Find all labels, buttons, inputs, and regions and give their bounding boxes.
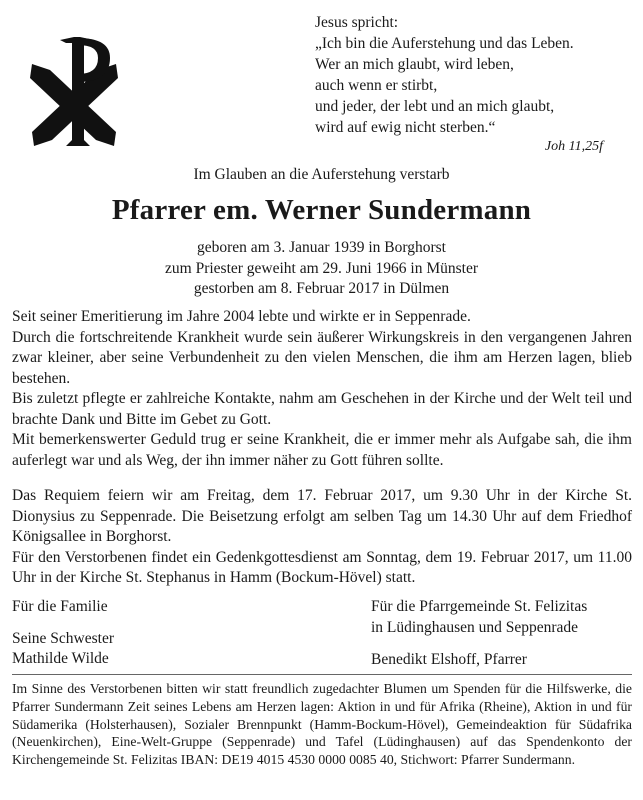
requiem-paragraph: Das Requiem feiern wir am Freitag, dem 17. Februar 2017, um 9.30 Uhr in der Kirche St. Dionysius zu Seppenrade. Die Beisetzung erfolgt am selben Tag um 14.30 Uhr auf dem Friedhof Königsallee in Borghorst. (12, 487, 632, 545)
verse-line: Jesus spricht: (315, 14, 399, 31)
donation-note: Im Sinne des Verstorbenen bitten wir statt freundlich zugedachter Blumen um Spenden für die Hilfswerke, die Pfarrer Sundermann Zeit seines Lebens am Herzen lagen: Aktion in und für Afrika (Rheine), Aktion in und für Südamerika (Holsterhausen), Sozialer Brennpunkt (Hamm-Bockum-Hövel), Gemeindeaktion für Südafrika (Neuenkirchen), Eine-Welt-Gruppe (Seppenrade) und Tafel (Lüdinghausen) auf das Spendenkonto der Kirchengemeinde St. Felizitas IBAN: DE19 4015 4530 0000 0085 40, Stichwort: Pfarrer Sundermann. (12, 681, 632, 768)
memorial-paragraph: Für den Verstorbenen findet ein Gedenkgottesdienst am Sonntag, dem 19. Februar 2017, um 11.00 Uhr in der Kirche St. Stephanus in Hamm (Bockum-Hövel) statt. (12, 548, 632, 586)
intro-line: Im Glauben an die Auferstehung verstarb (193, 166, 450, 183)
life-paragraph: Bis zuletzt pflegte er zahlreiche Kontakte, nahm am Geschehen in der Kirche und der Welt teil und brachte Dank und Bitte im Gebet zu Gott. (12, 390, 632, 428)
family-line: Seine Schwester (12, 629, 115, 647)
verse-line: und jeder, der lebt und an mich glaubt, (315, 98, 555, 115)
ordination-date: zum Priester geweiht am 29. Juni 1966 in Münster (165, 259, 478, 277)
life-paragraph: Durch die fortschreitende Krankheit wurde sein äußerer Wirkungskreis in den vergangenen Jahren zwar kleiner, aber seine Verbundenheit zu den vielen Menschen, die ihm am Herzen lagen, blieb bestehen. (12, 328, 632, 387)
divider (12, 674, 632, 675)
verse-line: auch wenn er stirbt, (315, 77, 438, 94)
verse-line: „Ich bin die Auferstehung und das Leben. (315, 35, 574, 52)
deceased-name: Pfarrer em. Werner Sundermann (111, 194, 532, 226)
birth-date: geboren am 3. Januar 1939 in Borghorst (197, 239, 446, 256)
family-line: Mathilde Wilde (12, 650, 109, 667)
family-signature (12, 597, 312, 670)
life-dates (0, 238, 643, 300)
parish-signature (371, 597, 633, 671)
service-text (12, 486, 632, 589)
parish-heading: Für die Pfarrgemeinde St. Felizitas (371, 598, 588, 615)
parish-heading: in Lüdinghausen und Seppenrade (371, 618, 579, 636)
verse-reference: Joh 11,25f (544, 139, 603, 154)
death-date: gestorben am 8. Februar 2017 in Dülmen (193, 280, 450, 297)
life-paragraph: Seit seiner Emeritierung im Jahre 2004 lebte und wirkte er in Seppenrade. (12, 308, 471, 325)
verse-line: wird auf ewig nicht sterben.“ (315, 119, 496, 136)
verse-line: Wer an mich glaubt, wird leben, (315, 56, 514, 73)
scripture-quote (315, 12, 615, 156)
chi-rho-icon (14, 36, 144, 148)
family-heading: Für die Familie (12, 598, 108, 615)
parish-signer: Benedikt Elshoff, Pfarrer (371, 651, 527, 668)
life-text (12, 307, 632, 471)
life-paragraph: Mit bemerkenswerter Geduld trug er seine Krankheit, die er immer mehr als Aufgabe sah, die ihm auferlegt war und als Weg, der ihn immer näher zu Gott führen sollte. (12, 431, 632, 469)
